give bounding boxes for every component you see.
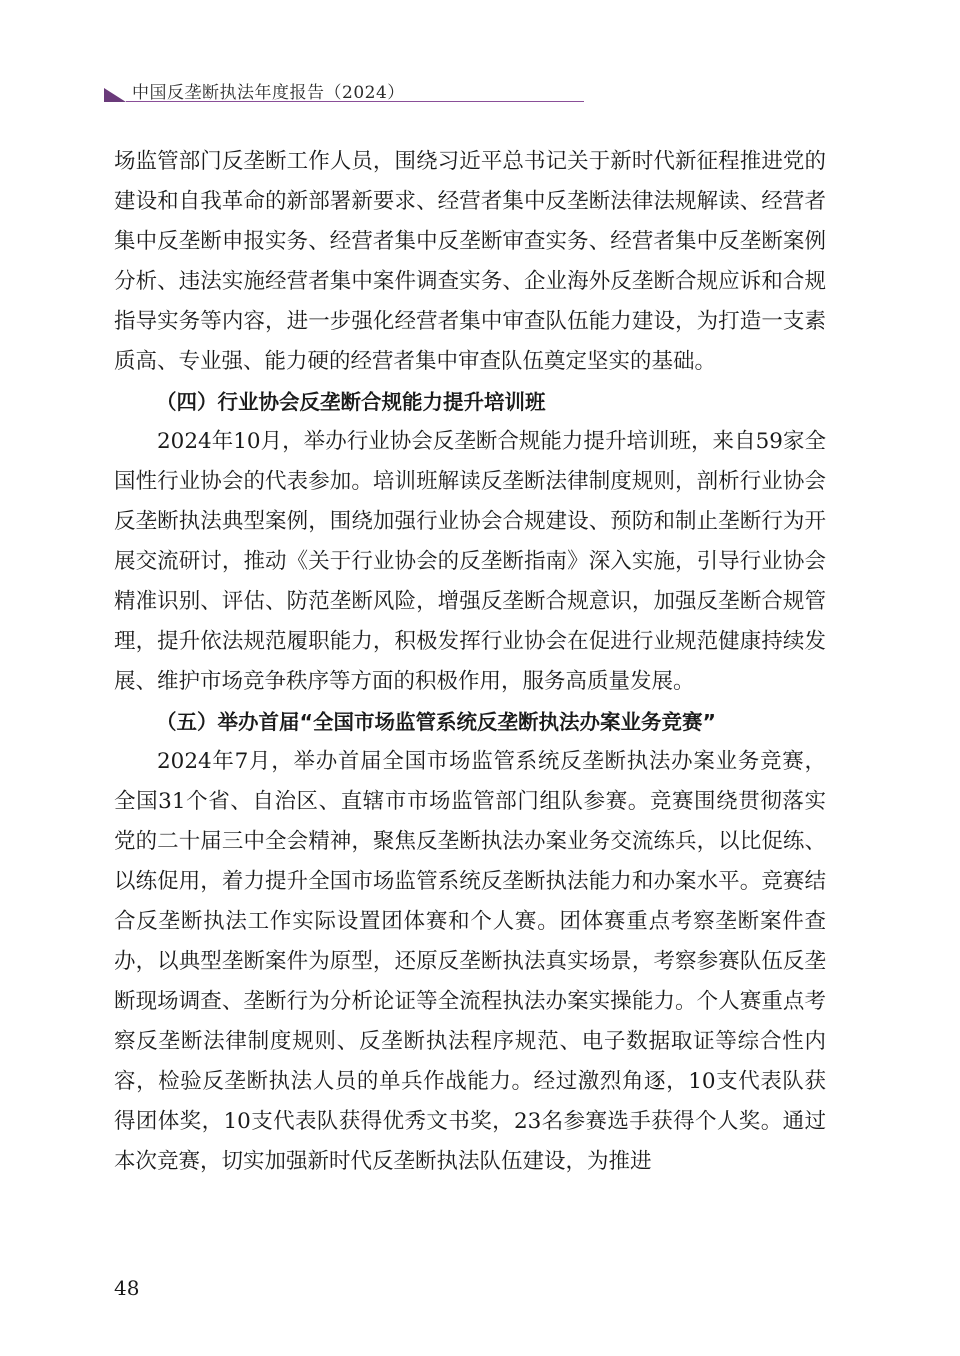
section-heading-4: （四）行业协会反垄断合规能力提升培训班 xyxy=(156,390,546,414)
body-text xyxy=(114,142,826,1182)
header-rule xyxy=(126,101,584,102)
triangle-mark-icon xyxy=(104,88,126,102)
header-title: 中国反垄断执法年度报告（2024） xyxy=(132,83,405,103)
paragraph-enforcement-competition: 2024年7月，举办首届全国市场监管系统反垄断执法办案业务竞赛，全国31个省、自治区、直辖市市场监管部门组队参赛。竞赛围绕贯彻落实党的二十届三中全会精神，聚焦反垄断执法办案业务交流练兵，以比促练、以练促用，着力提升全国市场监管系统反垄断执法能力和办案水平。竞赛结合反垄断执法工作实际设置团体赛和个人赛。团体赛重点考察垄断案件查办，以典型垄断案件为原型，还原反垄断执法真实场景，考察参赛队伍反垄断现场调查、垄断行为分析论证等全流程执法办案实操能力。个人赛重点考察反垄断法律制度规则、反垄断执法程序规范、电子数据取证等综合性内容，检验反垄断执法人员的单兵作战能力。经过激烈角逐，10支代表队获得团体奖，10支代表队获得优秀文书奖，23名参赛选手获得个人奖。通过本次竞赛，切实加强新时代反垄断执法队伍建设，为推进 xyxy=(114,749,826,1174)
section-heading-5: （五）举办首届“全国市场监管系统反垄断执法办案业务竞赛” xyxy=(156,710,716,734)
running-header xyxy=(104,72,584,106)
page-number: 48 xyxy=(114,1276,140,1300)
paragraph-continued: 场监管部门反垄断工作人员，围绕习近平总书记关于新时代新征程推进党的建设和自我革命的新部署新要求、经营者集中反垄断法律法规解读、经营者集中反垄断申报实务、经营者集中反垄断审查实务、经营者集中反垄断案例分析、违法实施经营者集中案件调查实务、企业海外反垄断合规应诉和合规指导实务等内容，进一步强化经营者集中审查队伍能力建设，为打造一支素质高、专业强、能力硬的经营者集中审查队伍奠定坚实的基础。 xyxy=(114,149,826,374)
paragraph-industry-association-training: 2024年10月，举办行业协会反垄断合规能力提升培训班，来自59家全国性行业协会的代表参加。培训班解读反垄断法律制度规则，剖析行业协会反垄断执法典型案例，围绕加强行业协会合规建设、预防和制止垄断行为开展交流研讨，推动《关于行业协会的反垄断指南》深入实施，引导行业协会精准识别、评估、防范垄断风险，增强反垄断合规意识，加强反垄断合规管理，提升依法规范履职能力，积极发挥行业协会在促进行业规范健康持续发展、维护市场竞争秩序等方面的积极作用，服务高质量发展。 xyxy=(114,429,826,694)
